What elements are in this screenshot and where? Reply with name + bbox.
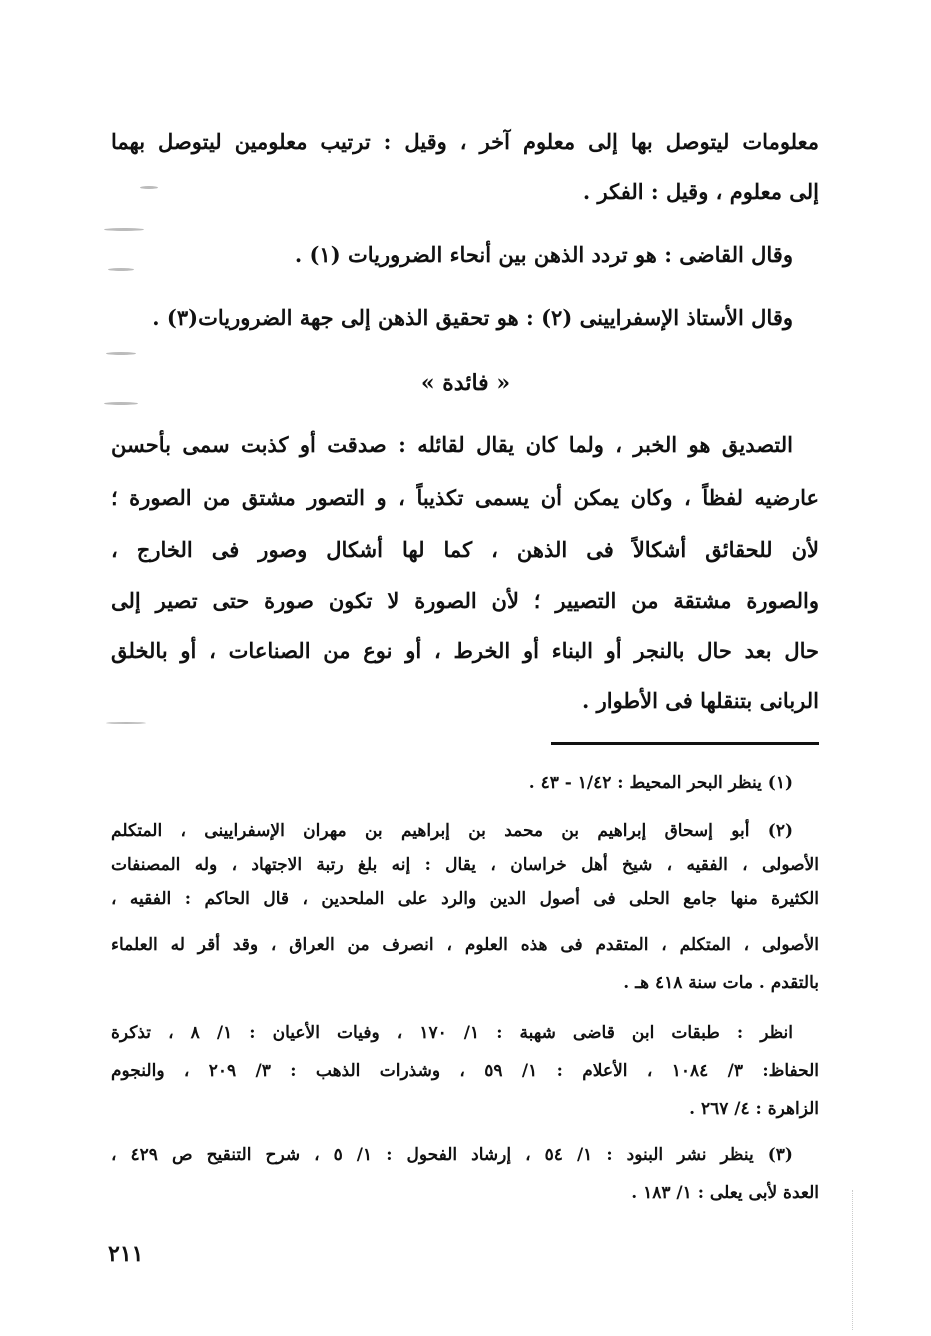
footnote-1: (١) ينظر البحر المحيط : ١/٤٢ - ٤٣ . xyxy=(528,773,793,793)
paragraph-line-5: حال بعد حال بالنجر أو البناء أو الخرط ، أو نوع من الصناعات ، أو بالخلق xyxy=(111,638,819,663)
paragraph-line-1: التصديق هو الخبر ، ولما كان يقال لقائله : صدقت أو كذبت سمى بأحسن xyxy=(111,432,793,457)
body-line-1: معلومات ليتوصل بها إلى معلوم آخر ، وقيل : ترتيب معلومين ليتوصل بهما xyxy=(111,129,819,154)
footnote-3-line-2: العدة لأبى يعلى : ١/ ١٨٣ . xyxy=(631,1183,819,1203)
scan-artifact xyxy=(104,228,144,231)
paragraph-line-6: الربانى بتنقلها فى الأطوار . xyxy=(581,688,819,713)
footnote-2-refs-line-2: الحفاظ: ٣/ ١٠٨٤ ، الأعلام : ١/ ٥٩ ، وشذرات الذهب : ٣/ ٢٠٩ ، والنجوم xyxy=(111,1061,819,1081)
body-line-qadi: وقال القاضى : هو تردد الذهن بين أنحاء الضروريات (١) . xyxy=(294,242,793,267)
scan-artifact xyxy=(106,352,136,355)
section-heading: « فائدة » xyxy=(420,370,511,396)
scan-artifact xyxy=(106,722,146,724)
scan-artifact xyxy=(108,268,134,271)
body-line-ustadh: وقال الأستاذ الإسفرايينى (٢) : هو تحقيق الذهن إلى جهة الضروريات(٣) . xyxy=(152,305,793,330)
paragraph-line-3: لأن للحقائق أشكالاً فى الذهن ، كما لها أشكال وصور فى الخارج ، xyxy=(111,537,819,562)
footnote-separator xyxy=(551,742,819,745)
scan-artifact xyxy=(140,186,158,189)
footnote-2-refs-line-3: الزاهرة : ٤/ ٢٦٧ . xyxy=(689,1099,819,1119)
footnote-2-line-5: بالتقدم . مات سنة ٤١٨ هـ . xyxy=(623,973,819,993)
paragraph-line-4: والصورة مشتقة من التصيير ؛ لأن الصورة لا تكون صورة حتى تصير إلى xyxy=(111,588,819,613)
footnote-2-line-1: (٢) أبو إسحاق إبراهيم بن محمد بن إبراهيم بن مهران الإسفرايينى ، المتكلم xyxy=(111,821,793,841)
footnote-2-line-4: الأصولى ، المتكلم ، المتقدم فى هذه العلوم ، انصرف من العراق ، وقد أقر له العلماء xyxy=(111,935,819,955)
footnote-2-line-2: الأصولى ، الفقيه ، شيخ أهل خراسان ، يقال : إنه بلغ رتبة الاجتهاد ، وله المصنفات xyxy=(111,855,819,875)
scan-artifact xyxy=(104,402,138,405)
scan-edge-marks xyxy=(852,1190,859,1330)
page-number: ٢١١ xyxy=(108,1241,144,1267)
footnote-2-line-3: الكثيرة منها جامع الحلى فى أصول الدين والرد على الملحدين ، قال الحاكم : الفقيه ، xyxy=(111,889,819,909)
footnote-3-line-1: (٣) ينظر نشر البنود : ١/ ٥٤ ، إرشاد الفحول : ١/ ٥ ، شرح التنقيح ص ٤٢٩ ، xyxy=(111,1145,793,1165)
paragraph-line-2: عارضيه لفظاً ، وكان يمكن أن يسمى تكذيباً ، و التصور مشتق من الصورة ؛ xyxy=(111,485,819,510)
body-line-2: إلى معلوم ، وقيل : الفكر . xyxy=(582,179,819,204)
footnote-2-refs-line-1: انظر : طبقات ابن قاضى شهبة : ١/ ١٧٠ ، وفيات الأعيان : ١/ ٨ ، تذكرة xyxy=(111,1023,793,1043)
